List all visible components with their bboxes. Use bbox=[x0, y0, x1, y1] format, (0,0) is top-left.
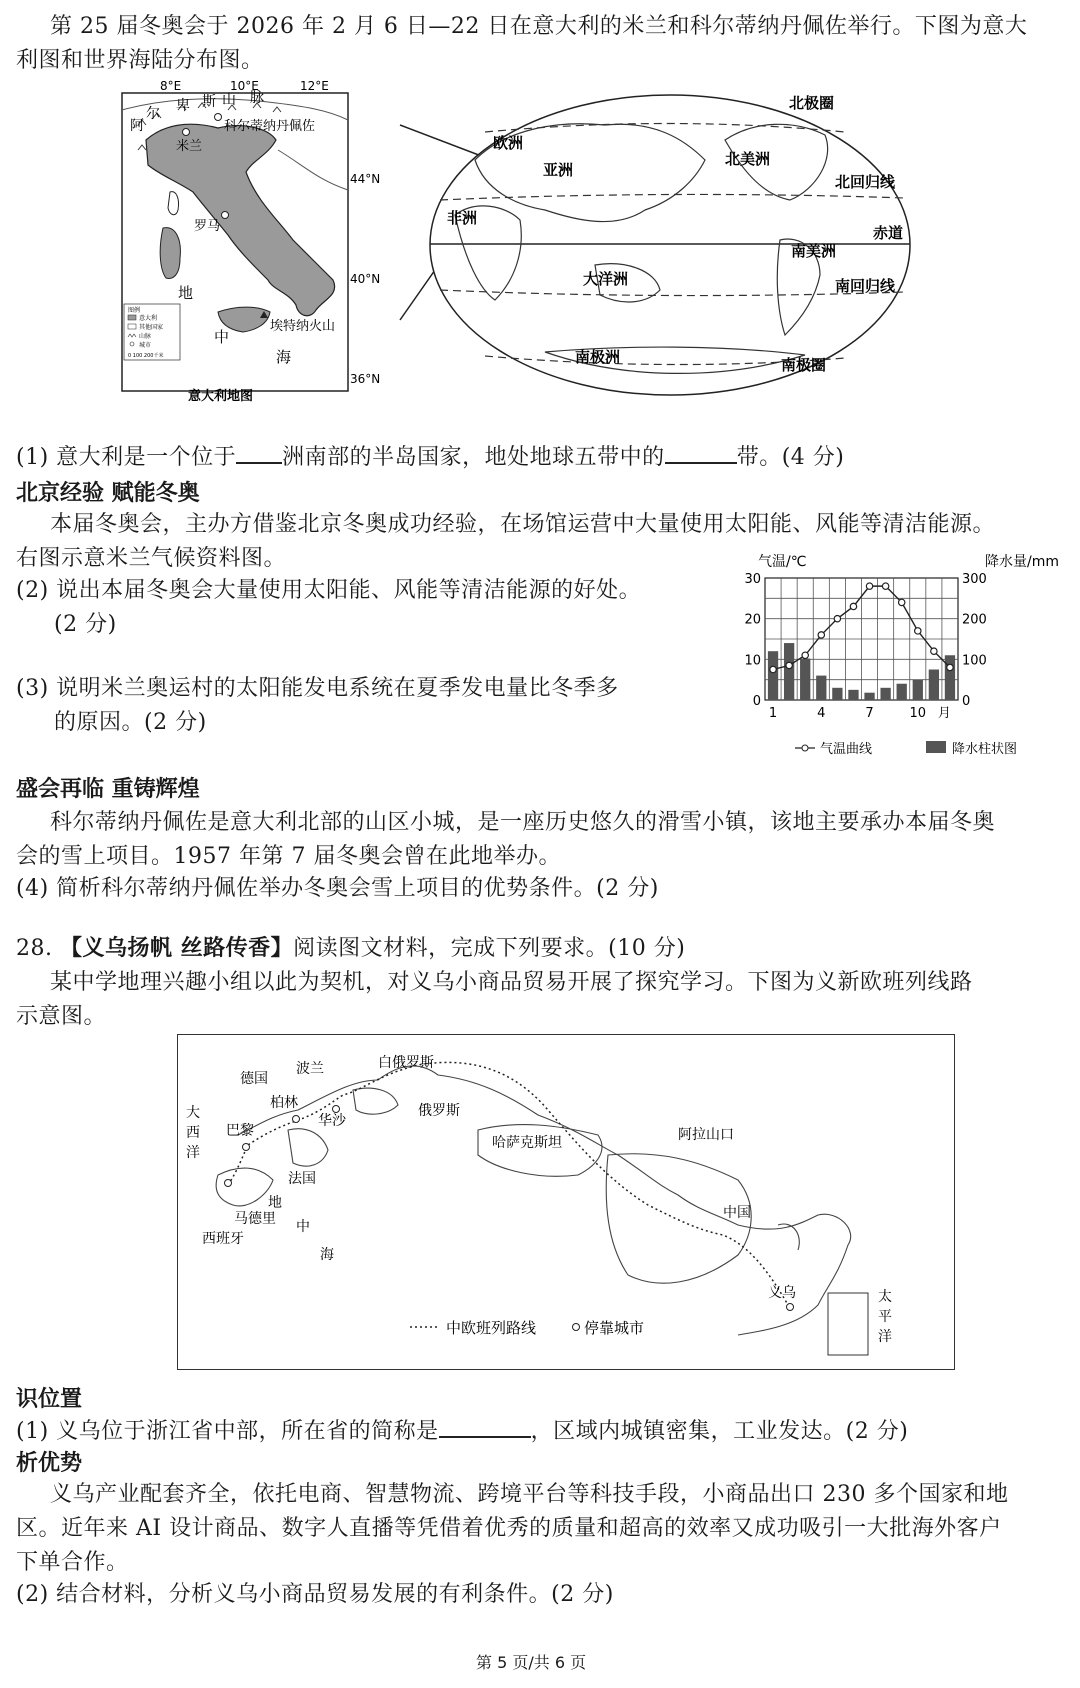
europe-label: 欧洲 bbox=[493, 134, 524, 152]
south-america-label: 南美洲 bbox=[791, 242, 837, 260]
antarctica-label: 南极洲 bbox=[575, 348, 621, 366]
tropic-cancer-label: 北回归线 bbox=[835, 173, 896, 191]
question-3-line-1: (3) 说明米兰奥运村的太阳能发电系统在夏季发电量比冬季多 bbox=[16, 676, 619, 701]
section-title-beijing: 北京经验 赋能冬奥 bbox=[16, 481, 200, 506]
north-america-label: 北美洲 bbox=[725, 150, 771, 168]
sea-label-hai: 海 bbox=[276, 348, 292, 366]
legend-temp: 气温曲线 bbox=[820, 742, 873, 757]
rome-dot bbox=[222, 212, 229, 219]
madrid-dot bbox=[225, 1180, 232, 1187]
sea-label-zhong: 中 bbox=[214, 328, 230, 346]
etna-label: 埃特纳火山 bbox=[270, 319, 336, 334]
chart-legend bbox=[795, 741, 1017, 757]
para-yiwu-line-2: 区。近年来 AI 设计商品、数字人直播等凭借着优秀的质量和超高的效率又成功吸引一大批海外客户 bbox=[16, 1516, 1002, 1541]
precip-bar-8 bbox=[880, 688, 890, 700]
world-map bbox=[425, 90, 915, 400]
label-pacific-2: 平 bbox=[878, 1309, 892, 1325]
alps-label-er: 尔 bbox=[146, 106, 160, 122]
question-28-1: (1) 义乌位于浙江省中部，所在省的简称是 ，区域内城镇密集，工业发达。(2 分) bbox=[16, 1412, 908, 1449]
temp-point-6 bbox=[850, 603, 856, 609]
section-title-weizhi: 识位置 bbox=[16, 1387, 83, 1412]
milan-dot bbox=[183, 129, 190, 136]
warsaw-dot bbox=[333, 1106, 340, 1113]
precip-axis-title: 降水量/mm bbox=[985, 554, 1059, 570]
right-tick-200: 200 bbox=[962, 612, 987, 628]
legend-precip: 降水柱状图 bbox=[952, 742, 1018, 757]
temp-point-7 bbox=[866, 583, 872, 589]
question-28-2: (2) 结合材料，分析义乌小商品贸易发展的有利条件。(2 分) bbox=[16, 1582, 614, 1607]
legend-other: 其他国家 bbox=[139, 324, 164, 331]
para-beijing-line-1: 本届冬奥会，主办方借鉴北京冬奥成功经验，在场馆运营中大量使用太阳能、风能等清洁能源。 bbox=[50, 512, 996, 537]
legend-title: 图例 bbox=[128, 307, 141, 314]
answer-blank-28-1[interactable] bbox=[439, 1412, 531, 1438]
answer-blank-1a[interactable] bbox=[236, 438, 282, 464]
temp-axis-title: 气温/℃ bbox=[758, 554, 807, 570]
temp-point-1 bbox=[770, 666, 776, 672]
alps-label-a: 阿 bbox=[130, 118, 144, 134]
para-28-line-1: 某中学地理兴趣小组以此为契机，对义乌小商品贸易开展了探究学习。下图为义新欧班列线路 bbox=[50, 970, 973, 995]
x-tick-1: 1 bbox=[768, 706, 778, 721]
label-atlantic-3: 洋 bbox=[186, 1145, 200, 1161]
lon-label-12: 12°E bbox=[300, 80, 329, 93]
label-china: 中国 bbox=[723, 1205, 751, 1221]
legend-route: 中欧班列路线 bbox=[446, 1319, 537, 1337]
left-tick-30: 30 bbox=[744, 572, 761, 587]
para-yiwu-line-3: 下单合作。 bbox=[16, 1550, 129, 1575]
label-med-hai: 海 bbox=[320, 1247, 334, 1263]
precip-bar-10 bbox=[913, 680, 923, 700]
berlin-dot bbox=[293, 1116, 300, 1123]
legend-mountain: 山脉 bbox=[139, 333, 152, 340]
intro-line-2: 利图和世界海陆分布图。 bbox=[16, 48, 264, 73]
label-pacific-3: 洋 bbox=[878, 1329, 892, 1345]
label-warsaw: 华沙 bbox=[318, 1113, 346, 1129]
label-berlin: 柏林 bbox=[270, 1095, 298, 1111]
temp-point-12 bbox=[947, 664, 953, 670]
question-3-line-2: 的原因。(2 分) bbox=[54, 710, 207, 735]
x-tick-4: 4 bbox=[817, 706, 826, 721]
precip-bar-6 bbox=[848, 690, 858, 700]
lat-label-44: 44°N bbox=[350, 172, 381, 186]
lon-label-8: 8°E bbox=[160, 80, 182, 93]
milan-label: 米兰 bbox=[176, 139, 203, 154]
section-title-youshi: 析优势 bbox=[16, 1451, 83, 1476]
tropic-capricorn-label: 南回归线 bbox=[835, 277, 896, 295]
precip-bar-9 bbox=[897, 684, 907, 700]
x-tick-10: 10 bbox=[909, 706, 927, 721]
temp-point-2 bbox=[786, 662, 792, 668]
precip-bar-5 bbox=[832, 688, 842, 700]
precip-bar-2 bbox=[784, 643, 794, 700]
label-poland: 波兰 bbox=[296, 1061, 324, 1077]
cortina-dot bbox=[215, 114, 222, 121]
label-paris: 巴黎 bbox=[226, 1123, 254, 1139]
page-footer: 第 5 页/共 6 页 bbox=[476, 1653, 587, 1672]
left-tick-10: 10 bbox=[744, 653, 761, 669]
temp-point-9 bbox=[899, 599, 905, 605]
paris-dot bbox=[243, 1144, 250, 1151]
left-tick-20: 20 bbox=[744, 612, 761, 628]
alps-label-shan: 山 bbox=[222, 92, 236, 108]
italy-map-caption: 意大利地图 bbox=[188, 389, 254, 402]
label-belarus: 白俄罗斯 bbox=[378, 1055, 434, 1071]
label-france: 法国 bbox=[288, 1171, 316, 1187]
asia-label: 亚洲 bbox=[543, 161, 574, 179]
label-atlantic-1: 大 bbox=[186, 1105, 200, 1121]
legend-scale: 0 100 200千米 bbox=[128, 353, 164, 359]
lat-label-40: 40°N bbox=[350, 272, 381, 286]
label-russia: 俄罗斯 bbox=[418, 1103, 460, 1119]
alps-label-bei: 卑 bbox=[176, 98, 190, 114]
answer-blank-1b[interactable] bbox=[665, 438, 737, 464]
para-beijing-line-2: 右图示意米兰气候资料图。 bbox=[16, 546, 287, 571]
alps-label-si: 斯 bbox=[202, 94, 216, 110]
x-unit-month: 月 bbox=[937, 706, 951, 721]
precip-bar-11 bbox=[929, 670, 939, 701]
right-tick-0: 0 bbox=[962, 694, 971, 709]
climate-chart bbox=[740, 548, 1070, 760]
label-alashankou: 阿拉山口 bbox=[678, 1127, 734, 1143]
sardinia-shape bbox=[160, 228, 180, 279]
sea-label-di: 地 bbox=[178, 284, 194, 302]
question-2-line-1: (2) 说出本届冬奥会大量使用太阳能、风能等清洁能源的好处。 bbox=[16, 578, 642, 603]
para-cortina-line-1: 科尔蒂纳丹佩佐是意大利北部的山区小城，是一座历史悠久的滑雪小镇，该地主要承办本届冬奥 bbox=[50, 810, 996, 835]
right-tick-300: 300 bbox=[962, 572, 987, 587]
equator-label: 赤道 bbox=[873, 224, 904, 242]
x-tick-7: 7 bbox=[865, 706, 874, 721]
temp-point-8 bbox=[882, 583, 888, 589]
label-spain: 西班牙 bbox=[202, 1231, 244, 1247]
precip-bar-1 bbox=[768, 651, 778, 700]
italy-map bbox=[118, 80, 390, 402]
alps-label-mai: 脉 bbox=[250, 90, 264, 106]
precip-bar-12 bbox=[945, 655, 955, 700]
label-madrid: 马德里 bbox=[234, 1211, 276, 1227]
oceania-label: 大洋洲 bbox=[583, 270, 629, 288]
temp-point-10 bbox=[915, 628, 921, 634]
africa-label: 非洲 bbox=[447, 209, 478, 227]
question-4: (4) 简析科尔蒂纳丹佩佐举办冬奥会雪上项目的优势条件。(2 分) bbox=[16, 876, 659, 901]
label-med-zhong: 中 bbox=[296, 1219, 310, 1235]
precip-bar-7 bbox=[864, 693, 874, 700]
label-atlantic-2: 西 bbox=[186, 1125, 200, 1141]
left-tick-0: 0 bbox=[752, 694, 761, 709]
temp-point-5 bbox=[834, 615, 840, 621]
route-map bbox=[177, 1034, 955, 1370]
precip-bar-3 bbox=[800, 659, 810, 700]
legend-city: 城市 bbox=[139, 342, 152, 349]
label-yiwu: 义乌 bbox=[768, 1285, 796, 1301]
lon-label-10: 10°E bbox=[230, 80, 259, 93]
lat-label-36: 36°N bbox=[350, 372, 381, 386]
antarctic-circle-label: 南极圈 bbox=[781, 356, 827, 374]
para-cortina-line-2: 会的雪上项目。1957 年第 7 届冬奥会曾在此地举办。 bbox=[16, 844, 561, 869]
question-2-line-2: (2 分) bbox=[54, 612, 117, 637]
temp-point-3 bbox=[802, 652, 808, 658]
temp-point-4 bbox=[818, 632, 824, 638]
label-germany: 德国 bbox=[240, 1071, 268, 1087]
label-med-di: 地 bbox=[268, 1195, 282, 1211]
para-28-line-2: 示意图。 bbox=[16, 1004, 107, 1029]
label-pacific-1: 太 bbox=[878, 1289, 892, 1305]
legend-italy: 意大利 bbox=[139, 315, 158, 322]
precip-bar-4 bbox=[816, 676, 826, 700]
question-1: (1) 意大利是一个位于 洲南部的半岛国家，地处地球五带中的 带。(4 分) bbox=[16, 438, 844, 475]
arctic-circle-label: 北极圈 bbox=[789, 94, 835, 112]
label-kazakhstan: 哈萨克斯坦 bbox=[492, 1135, 562, 1151]
section-title-shenghui: 盛会再临 重铸辉煌 bbox=[16, 777, 200, 802]
yiwu-dot bbox=[787, 1304, 794, 1311]
para-yiwu-line-1: 义乌产业配套齐全，依托电商、智慧物流、跨境平台等科技手段，小商品出口 230 多个国家和地 bbox=[50, 1482, 1009, 1507]
cortina-label: 科尔蒂纳丹佩佐 bbox=[224, 119, 316, 134]
question-28-header: 28. 【义乌扬帆 丝路传香】阅读图文材料，完成下列要求。(10 分) bbox=[16, 936, 686, 961]
intro-line-1: 第 25 届冬奥会于 2026 年 2 月 6 日—22 日在意大利的米兰和科尔蒂纳丹佩佐举行。下图为意大 bbox=[50, 14, 1028, 39]
right-tick-100: 100 bbox=[962, 653, 987, 669]
temp-point-11 bbox=[931, 648, 937, 654]
rome-label: 罗马 bbox=[194, 219, 221, 234]
legend-stop-city: 停靠城市 bbox=[584, 1319, 645, 1337]
